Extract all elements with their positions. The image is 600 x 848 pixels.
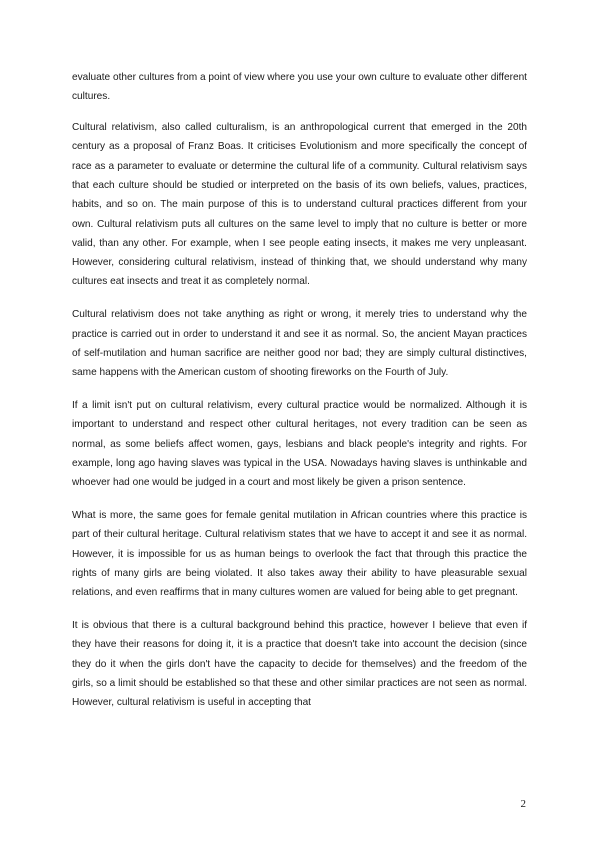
paragraph-intro-continuation: evaluate other cultures from a point of view where you use your own culture to evaluate other different cultures. [72, 72, 527, 103]
paragraph-limit-needed: If a limit isn't put on cultural relativism, every cultural practice would be normalized. Although it is important to understand and respect other cultural heritages, not every tradition can be seen as normal, as some beliefs affect women, gays, lesbians and black people's integrity and rights. For example, long ago having slaves was typical in the USA. Nowadays having slaves is unthinkable and whoever had one would be judged in a court and most likely be given a prison sentence. [72, 399, 527, 489]
document-body [72, 68, 527, 726]
paragraph-cultural-background: It is obvious that there is a cultural background behind this practice, however I believe that even if they have their reasons for doing it, it is a practice that doesn't take into account the decision (since they do it when the girls don't have the capacity to decide for themselves) and the freedom of the girls, so a limit should be established so that these and other similar practices are not seen as normal. However, cultural relativism is useful in accepting that [72, 619, 527, 709]
paragraph-cultural-relativism-definition: Cultural relativism, also called culturalism, is an anthropological current that emerged in the 20th century as a proposal of Franz Boas. It criticises Evolutionism and more specifically the concept of race as a parameter to evaluate or determine the cultural life of a community. Cultural relativism says that each culture should be studied or interpreted on the basis of its own beliefs, values, practices, habits, and so on. The main purpose of this is to understand cultural practices different from your own. Cultural relativism puts all cultures on the same level to imply that no culture is better or more valid, than any other. For example, when I see people eating insects, it makes me very unpleasant. However, considering cultural relativism, instead of thinking that, we should understand why many cultures eat insects and treat it as completely normal. [72, 122, 527, 288]
paragraph-genital-mutilation: What is more, the same goes for female genital mutilation in African countries where this practice is part of their cultural heritage. Cultural relativism states that we have to accept it and see it as normal. However, it is impossible for us as human beings to overlook the fact that through this practice the rights of many girls are being violated. It also takes away their ability to have pleasurable sexual relations, and even reaffirms that in many cultures women are valued for being able to get pregnant. [72, 509, 527, 599]
page-number: 2 [520, 798, 526, 810]
paragraph-no-right-or-wrong: Cultural relativism does not take anything as right or wrong, it merely tries to understand why the practice is carried out in order to understand it and see it as normal. So, the ancient Mayan practices of self-mutilation and human sacrifice are neither good nor bad; they are simply cultural distinctives, same happens with the American custom of shooting fireworks on the Fourth of July. [72, 309, 527, 379]
